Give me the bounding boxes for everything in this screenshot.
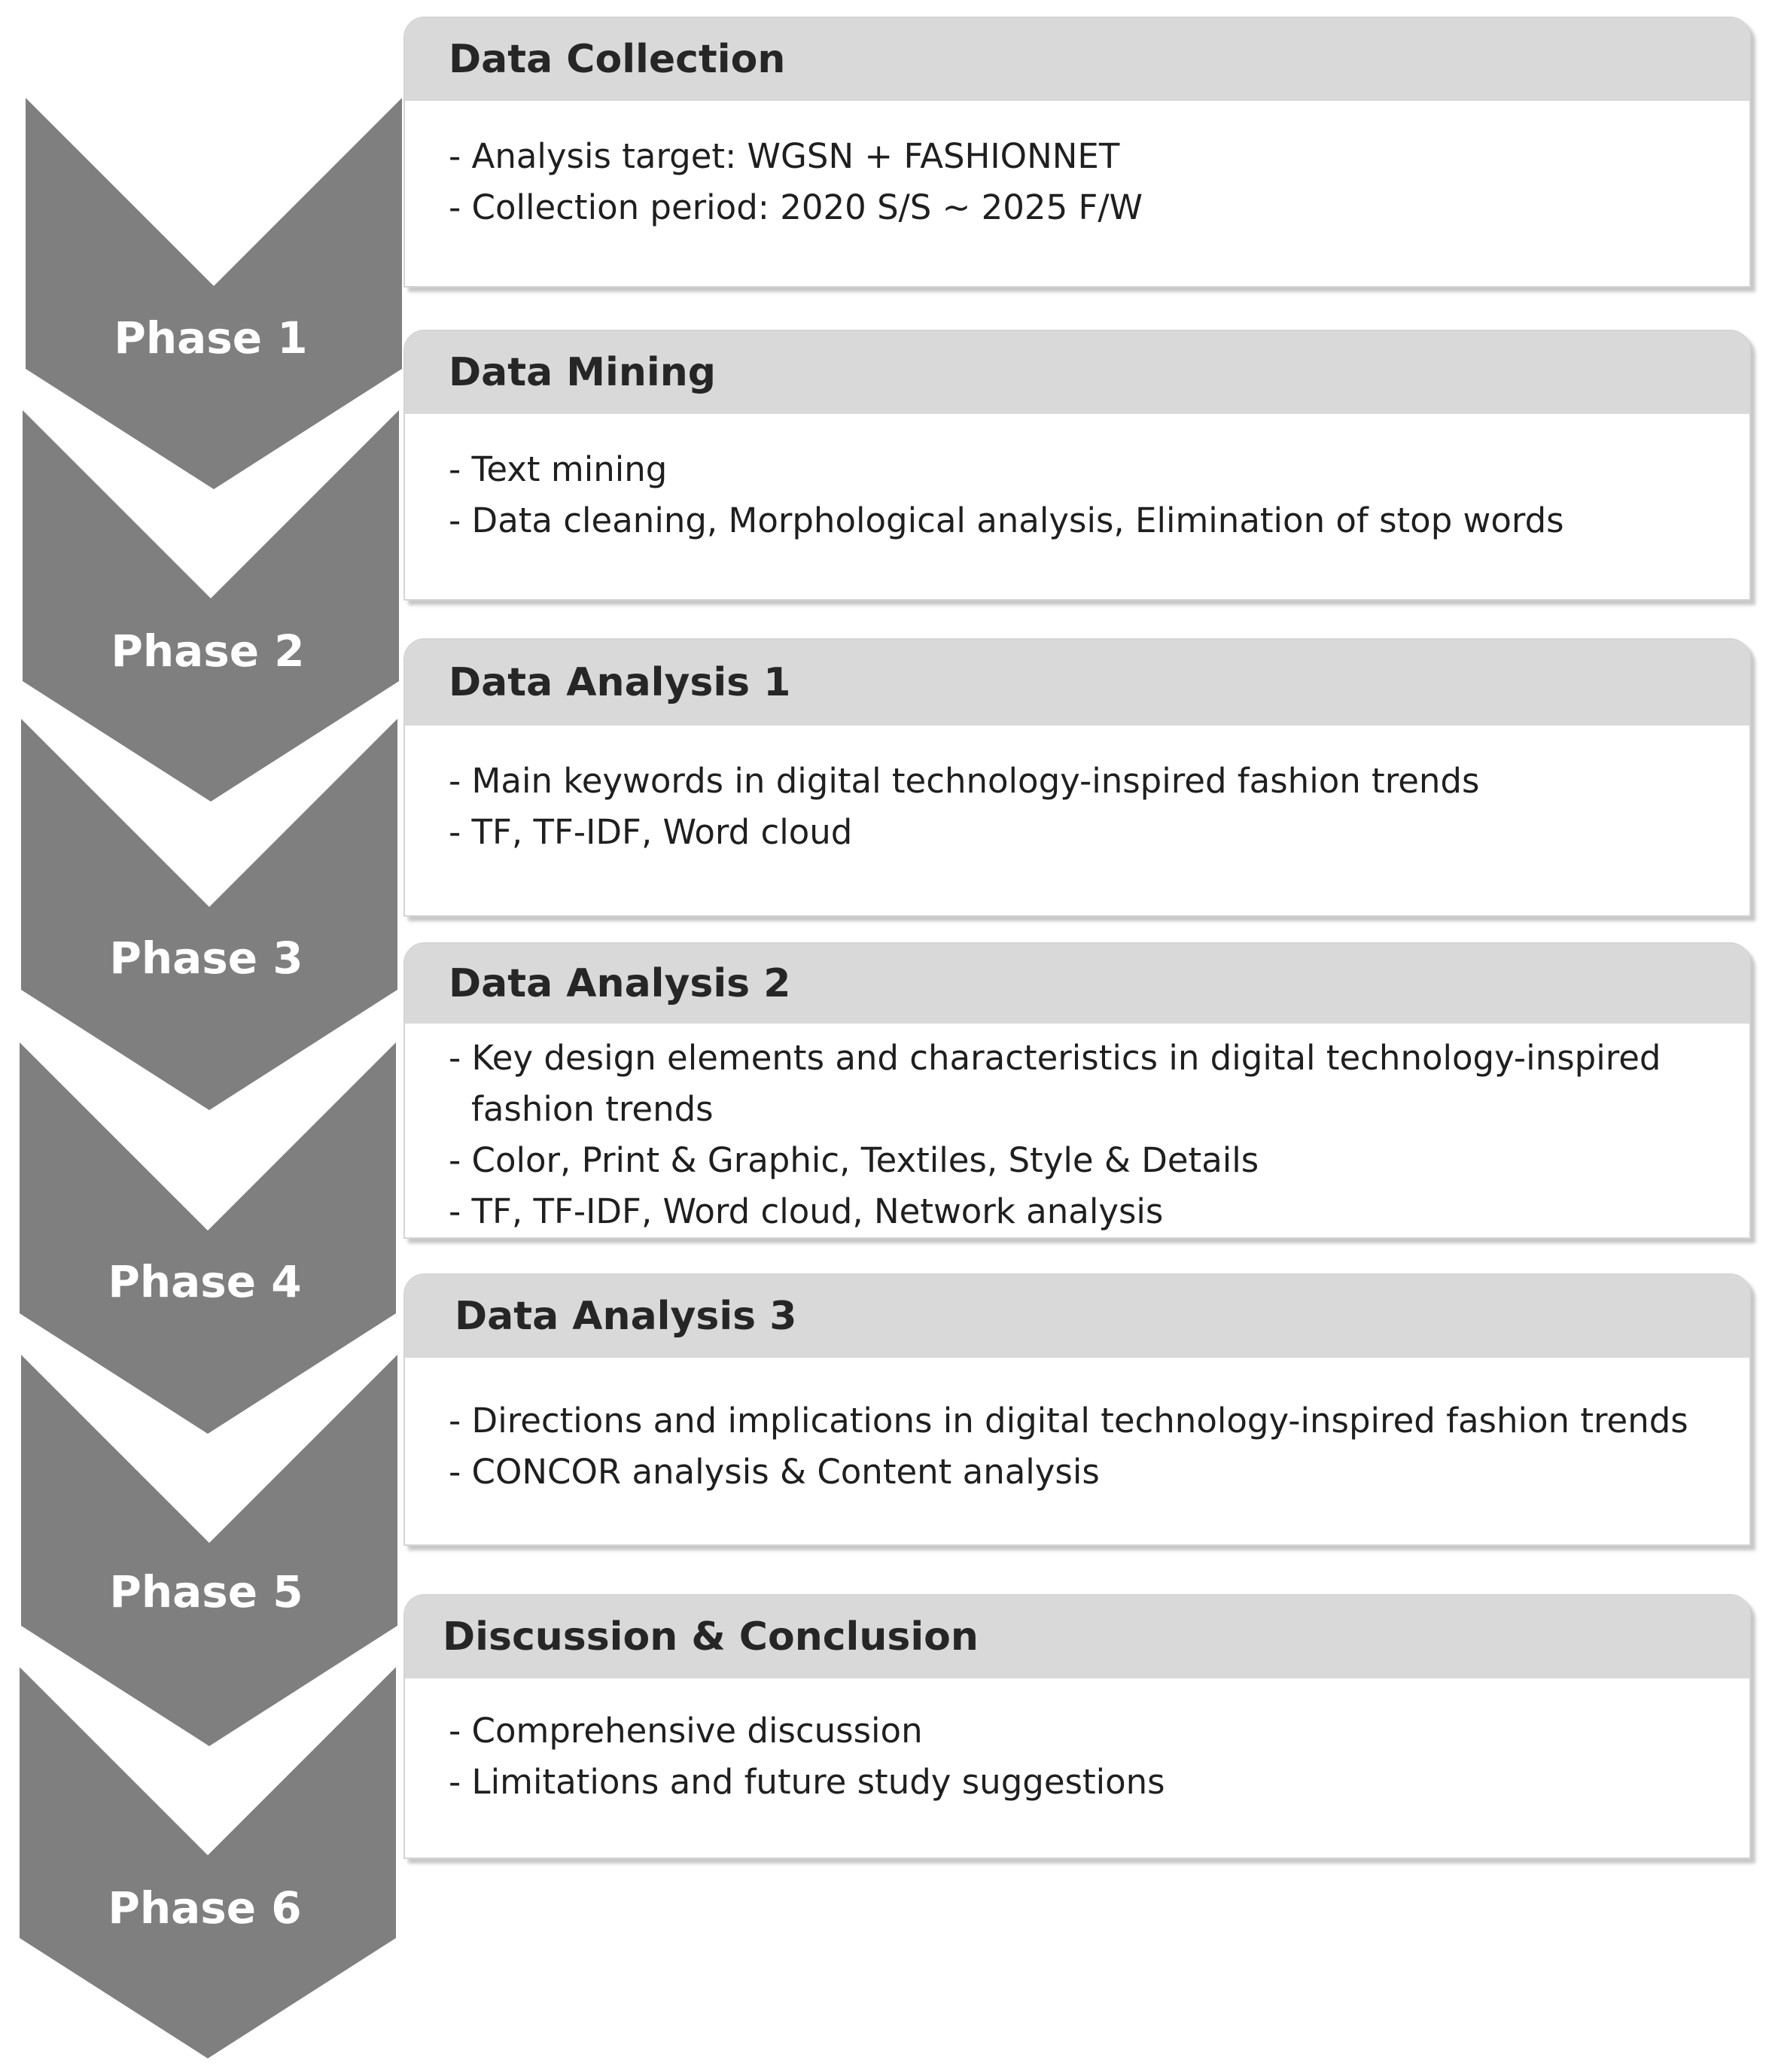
phase-4-label: Phase 4 bbox=[108, 1256, 302, 1307]
step-item: - Data cleaning, Morphological analysis, Elimination of stop words bbox=[449, 501, 1564, 540]
phase-5-label: Phase 5 bbox=[109, 1566, 303, 1617]
step-item: - CONCOR analysis & Content analysis bbox=[449, 1452, 1100, 1492]
phase-6-label: Phase 6 bbox=[108, 1882, 302, 1934]
step-body bbox=[405, 726, 1749, 858]
step-body bbox=[405, 1024, 1749, 1237]
step-card-data-analysis-3 bbox=[403, 1273, 1751, 1546]
step-title: Data Analysis 1 bbox=[405, 640, 1749, 726]
step-item: - Text mining bbox=[449, 449, 668, 489]
phase-1-label: Phase 1 bbox=[114, 312, 308, 364]
step-item: - TF, TF-IDF, Word cloud bbox=[449, 812, 853, 852]
step-card-data-mining bbox=[403, 330, 1751, 601]
step-card-data-analysis-2 bbox=[403, 942, 1751, 1239]
step-body bbox=[405, 1678, 1749, 1808]
step-title: Data Collection bbox=[405, 18, 1749, 101]
step-title: Data Mining bbox=[405, 331, 1749, 414]
step-item: - Collection period: 2020 S/S ~ 2025 F/W bbox=[449, 187, 1143, 227]
step-item: - Analysis target: WGSN + FASHIONNET bbox=[449, 136, 1120, 176]
phase-1-chevron bbox=[26, 98, 402, 489]
step-item: - Key design elements and characteristics in digital technology-inspired fashion trends bbox=[449, 1038, 1661, 1129]
step-card-discussion-conclusion bbox=[403, 1594, 1751, 1859]
step-card-data-collection bbox=[403, 17, 1751, 288]
step-title: Discussion & Conclusion bbox=[405, 1596, 1749, 1678]
step-body bbox=[405, 101, 1749, 233]
step-card-data-analysis-1 bbox=[403, 638, 1751, 917]
step-body bbox=[405, 414, 1749, 546]
step-title: Data Analysis 3 bbox=[405, 1275, 1749, 1358]
phase-2-label: Phase 2 bbox=[111, 625, 305, 677]
step-item: - Directions and implications in digital technology-inspired fashion trends bbox=[449, 1401, 1688, 1441]
step-item: - Comprehensive discussion bbox=[449, 1711, 923, 1751]
step-title: Data Analysis 2 bbox=[405, 944, 1749, 1024]
step-body bbox=[405, 1358, 1749, 1498]
step-item: - Color, Print & Graphic, Textiles, Style & Details bbox=[449, 1140, 1259, 1180]
step-item: - Limitations and future study suggestions bbox=[449, 1762, 1165, 1802]
step-item: - TF, TF-IDF, Word cloud, Network analysis bbox=[449, 1191, 1164, 1231]
step-item: - Main keywords in digital technology-inspired fashion trends bbox=[449, 761, 1480, 801]
phase-3-label: Phase 3 bbox=[109, 933, 303, 984]
